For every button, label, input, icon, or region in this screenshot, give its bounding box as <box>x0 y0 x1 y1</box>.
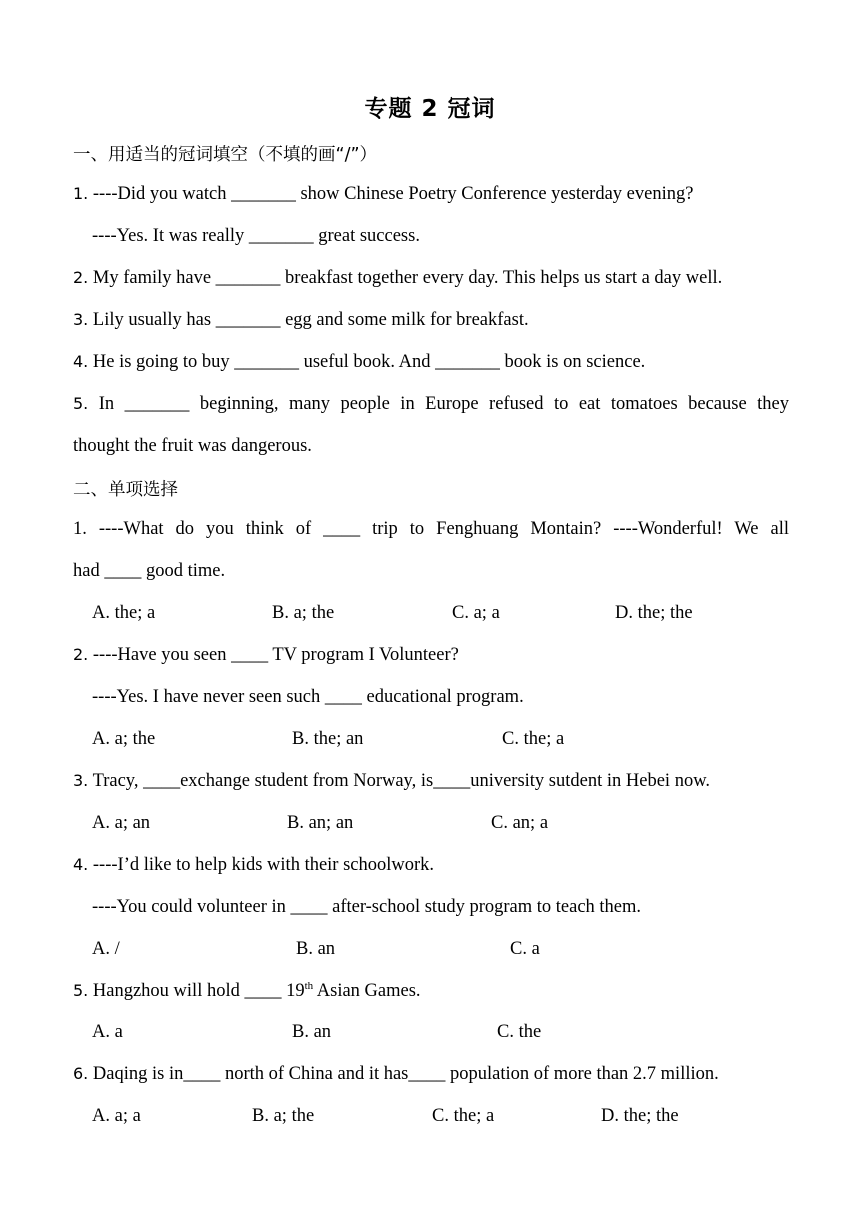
option-d: D. the; the <box>615 603 693 623</box>
question-number: 3. <box>73 771 89 790</box>
option-b: B. an; an <box>287 813 354 833</box>
question-text-before: Hangzhou will hold ____ 19 <box>92 981 305 1002</box>
option-b: B. the; an <box>292 729 364 749</box>
option-c: C. a; a <box>452 603 500 623</box>
question-text: ----Did you watch _______ show Chinese Poetry Conference yesterday evening? <box>92 184 694 204</box>
question-2-6 <box>73 1064 789 1085</box>
option-d: D. the; the <box>601 1106 679 1126</box>
question-number: 5. <box>73 981 89 1001</box>
option-b: B. a; the <box>252 1106 315 1126</box>
question-text: He is going to buy _______ useful book. And _______ book is on science. <box>92 352 646 372</box>
option-a: A. / <box>92 939 120 959</box>
question-number: 5. <box>73 394 89 413</box>
question-text-after: Asian Games. <box>313 981 421 1002</box>
question-text: Tracy, ____exchange student from Norway, is____university sutdent in Hebei now. <box>92 771 710 791</box>
question-text: Lily usually has _______ egg and some milk for breakfast. <box>92 310 529 330</box>
question-1-2 <box>73 268 789 289</box>
section-heading-fill-blank: 一、用适当的冠词填空（不填的画“/”） <box>73 145 378 165</box>
page-title: 专题 2 冠词 <box>364 96 496 122</box>
option-a: A. the; a <box>92 603 156 623</box>
question-2-1: 1. ----What do you think of ____ trip to Fenghuang Montain? ----Wonderful! We all <box>73 519 789 539</box>
question-2-4 <box>73 855 789 876</box>
question-number: 1. <box>73 184 89 203</box>
question-number: 4. <box>73 352 89 371</box>
option-a: A. a <box>92 1022 123 1042</box>
question-2-1-cont: had ____ good time. <box>73 561 226 581</box>
question-text: ----I’d like to help kids with their schoolwork. <box>92 855 435 875</box>
option-c: C. the <box>497 1022 542 1042</box>
question-1-4 <box>73 352 789 373</box>
option-b: B. an <box>296 939 336 959</box>
option-b: B. a; the <box>272 603 335 623</box>
question-number: 6. <box>73 1064 89 1083</box>
question-1-5 <box>73 394 789 415</box>
question-text: ----Have you seen ____ TV program I Volunteer? <box>92 645 459 665</box>
option-c: C. a <box>510 939 540 959</box>
question-number: 4. <box>73 855 89 874</box>
question-2-2-reply: ----Yes. I have never seen such ____ educational program. <box>92 687 524 707</box>
question-1-3 <box>73 310 789 331</box>
question-1-1-reply: ----Yes. It was really _______ great success. <box>92 226 420 246</box>
option-c: C. the; a <box>432 1106 495 1126</box>
question-2-4-reply: ----You could volunteer in ____ after-school study program to teach them. <box>92 897 642 917</box>
option-a: A. a; a <box>92 1106 141 1126</box>
question-text: In _______ beginning, many people in Europe refused to eat tomatoes because they <box>98 394 790 414</box>
question-number: 2. <box>73 645 89 664</box>
option-c: C. the; a <box>502 729 565 749</box>
option-c: C. an; a <box>491 813 549 833</box>
question-text: Daqing is in____ north of China and it has____ population of more than 2.7 million. <box>92 1064 719 1084</box>
option-a: A. a; the <box>92 729 156 749</box>
question-2-3 <box>73 771 789 792</box>
question-1-1 <box>73 184 789 205</box>
option-b: B. an <box>292 1022 332 1042</box>
option-a: A. a; an <box>92 813 151 833</box>
question-text: My family have _______ breakfast together every day. This helps us start a day well. <box>92 268 723 288</box>
ordinal-suffix: th <box>304 980 314 992</box>
question-number: 3. <box>73 310 89 329</box>
question-2-5 <box>73 980 789 1002</box>
section-heading-multiple-choice: 二、单项选择 <box>73 480 178 500</box>
question-number: 2. <box>73 268 89 287</box>
question-2-2 <box>73 645 789 666</box>
question-1-5-cont: thought the fruit was dangerous. <box>73 436 312 456</box>
